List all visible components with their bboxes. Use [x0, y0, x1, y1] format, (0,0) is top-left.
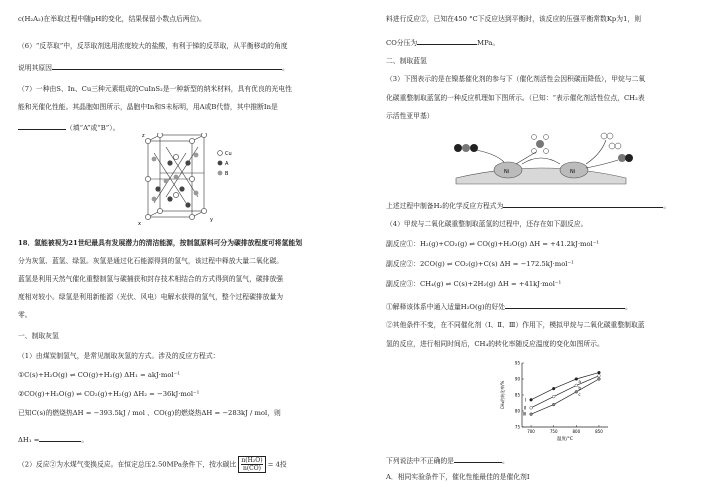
data-point — [575, 390, 578, 393]
text-line: 分为灰氢、蓝氢、绿氢。灰氢是通过化石能源得到的氢气，该过程中释放大量二氧化碳。 — [18, 257, 284, 265]
question-18-line — [18, 240, 302, 247]
text-line: 上述过程中制备H₂的化学反应方程式为 。 — [386, 202, 671, 210]
text-line: 零。 — [18, 311, 32, 319]
text: ΔH₁ = — [18, 436, 40, 444]
point-label: b — [578, 385, 581, 391]
text: 下列说法中不正确的是 — [386, 457, 454, 465]
text: 18．氢能被视为21世纪最具有发展潜力的清洁能源，按制氢原料可分为碳排放程度可将氢能划 — [18, 239, 302, 247]
data-point — [598, 371, 601, 374]
y-axis-label: CH₄的转化率/% — [500, 380, 505, 410]
text-line: 氢的反应，进行相同时间后，CH₄的转化率随反应温度的变化如图所示。 — [386, 340, 604, 348]
data-point — [530, 413, 533, 416]
text-line — [18, 122, 119, 132]
legend-cu-marker — [218, 151, 223, 156]
text-line: ②其他条件不变，在不同催化剂（Ⅰ、Ⅱ、Ⅲ）作用下，模拟甲烷与二氧化碳重整制取蓝 — [386, 321, 645, 329]
text-line: ①解释该体系中通入适量H₂O(g)的好处 。 — [386, 303, 632, 311]
reaction-mechanism-figure — [446, 128, 636, 186]
text-line: 料进行反应②，已知在450 °C下反应达到平衡时，该反应的压强平衡常数Kp为1，则 — [386, 15, 641, 23]
text-line: 化碳重整制取蓝氢的一种反应机理如下图所示。（已知：“表示催化剂活性位点，CH₂表 — [386, 94, 645, 102]
text-line: 示活性亚甲基） — [386, 112, 434, 120]
reaction-line: ②CO(g)+H₂O(g) ⇌ CO₂(g)+H₂(g) ΔH₂ = −36kJ·mol⁻¹ — [18, 390, 200, 398]
answer-blank[interactable] — [505, 301, 625, 309]
text: = 4 — [267, 460, 280, 469]
reaction-line: 副反应①：H₂(g)+CO₂(g) ⇌ CO(g)+H₂O(g) ΔH = +41.2kJ·mol⁻¹ — [386, 240, 600, 248]
text-line: 说明其原因 。 — [18, 64, 289, 72]
answer-blank[interactable] — [39, 434, 81, 442]
text-line: c(H₂A₂)在举取过程中随pH的变化，结果保留小数点后两位)。 — [18, 15, 206, 23]
legend-label: A — [225, 161, 229, 167]
series-label: Ⅱ — [523, 406, 527, 412]
series-line — [531, 376, 599, 408]
text-line: （3）下图表示的是在镍基催化剂的参与下（催化剂活性会因积碳而降低），甲烷与二氧 — [386, 75, 646, 83]
section-heading: 一、制取灰氢 — [18, 332, 59, 340]
y-tick-label: 90 — [514, 376, 520, 382]
text-line: 蓝氢是利用天然气催化重整制氢与碳捕获和封存技术相结合的方式得到的氢气，碳排放强 — [18, 275, 284, 283]
text: （2）反应②为水煤气变换反应。在恒定总压2.50MPa条件下，按水碳比 — [18, 460, 237, 469]
data-point — [552, 395, 555, 398]
answer-blank[interactable] — [454, 455, 502, 463]
ni-label: Ni — [570, 169, 576, 175]
data-point — [598, 374, 601, 377]
legend-b-marker — [218, 171, 223, 176]
data-point — [530, 406, 533, 409]
answer-blank[interactable] — [18, 122, 66, 130]
point-label: a — [578, 379, 581, 384]
x-tick-label: 700 — [527, 429, 535, 434]
reaction-line: 副反应③：CH₄(g) ⇌ C(s)+2H₂(g) ΔH = +41kJ·mol⁻¹ — [386, 280, 562, 288]
data-point — [598, 378, 601, 381]
y-tick-label: 80 — [514, 408, 520, 414]
reaction-line: ①C(s)+H₂O(g) ⇌ CO(g)+H₂(g) ΔH₁ = akJ·mol⁻¹ — [18, 371, 180, 379]
co2-molecule — [454, 144, 478, 152]
text-line: （1）由煤炭制氢气，是常见制取灰氢的方式。涉及的反应方程式： — [18, 352, 220, 360]
y-tick-label: 75 — [514, 424, 520, 430]
conversion-rate-chart — [496, 357, 616, 443]
y-tick-label: 95 — [514, 360, 520, 366]
text-line: 下列说法中不正确的是 。 — [386, 457, 509, 465]
answer-blank[interactable] — [417, 37, 477, 45]
text: 投 — [279, 460, 287, 469]
legend-a-marker — [218, 161, 223, 166]
crystal-cell-figure — [130, 133, 242, 228]
x-axis-label: 温度/°C — [557, 437, 573, 442]
text-line: ΔH₁ = 。 — [18, 436, 89, 444]
text: （填“A”或“B”）。 — [66, 124, 120, 132]
answer-blank[interactable] — [52, 62, 282, 70]
answer-blank[interactable] — [503, 200, 663, 208]
text: ①解释该体系中通入适量H₂O(g)的好处 — [386, 303, 506, 311]
data-point — [552, 387, 555, 390]
y-tick-label: 85 — [514, 392, 520, 398]
x-tick-label: 750 — [549, 429, 558, 434]
text-line: 度相对较小。绿氢是利用新能源（光伏、风电）电解水获得的氢气，整个过程碳排放量为 — [18, 293, 284, 301]
x-tick-label: 850 — [595, 429, 603, 434]
series-label: Ⅰ — [524, 398, 527, 404]
axis-label: z — [142, 133, 145, 139]
section-heading: 二、制取蓝氢 — [386, 57, 427, 65]
fraction-numerator: n(H₂O) — [241, 457, 263, 464]
axis-label: x — [138, 221, 141, 227]
text-line: 已知C(s)的燃烧热ΔH = −393.5kJ / mol 、CO(g)的燃烧热ΔH = −283kJ / mol，则 — [18, 409, 281, 417]
x-tick-label: 800 — [572, 429, 581, 434]
data-point — [552, 403, 555, 406]
series-line — [531, 373, 599, 400]
data-point — [575, 384, 578, 387]
text-line: （4）甲烷与二氧化碳重整制取蓝氢的过程中，还存在如下副反应。 — [386, 220, 588, 228]
ratio-fraction — [238, 456, 265, 473]
ni-label: Ni — [504, 169, 510, 175]
series-label: Ⅲ — [522, 412, 527, 418]
text: CO分压为 — [386, 39, 418, 47]
series-line — [531, 379, 599, 414]
text-line: 能和光催化性能。其晶胞如图所示，晶胞中In和S未标明，用A或B代替，其中推断In是 — [18, 103, 278, 111]
reaction-line: 副反应②：2CO(g) ⇌ CO₂(g)+C(s) ΔH = −172.5kJ·mol⁻¹ — [386, 260, 574, 268]
text-line: （7）一种由S、In、Cu三种元素组成的CuInS₂是一种新型的纳米材料，具有优良的光电性 — [18, 85, 292, 93]
text: 上述过程中制备H₂的化学反应方程式为 — [386, 202, 504, 210]
legend-label: B — [225, 171, 229, 177]
fraction-denominator: n(CO) — [242, 465, 262, 472]
text-line — [18, 456, 287, 473]
legend-label: Cu — [225, 151, 232, 157]
axis-label: y — [210, 217, 213, 223]
point-label: c — [578, 391, 581, 397]
data-point — [530, 398, 533, 401]
text: 说明其原因 — [18, 64, 52, 72]
data-point — [575, 378, 578, 381]
text-line: A．相同实验条件下，催化性能最佳的是催化剂Ⅰ — [386, 473, 530, 481]
text: MPa。 — [477, 39, 500, 47]
text-line: （6）“反萃取”中，反萃取剂选用浓度较大的盐酸，有利于锑的反萃取，从平衡移动的角度 — [18, 42, 288, 50]
text-line — [386, 37, 499, 47]
